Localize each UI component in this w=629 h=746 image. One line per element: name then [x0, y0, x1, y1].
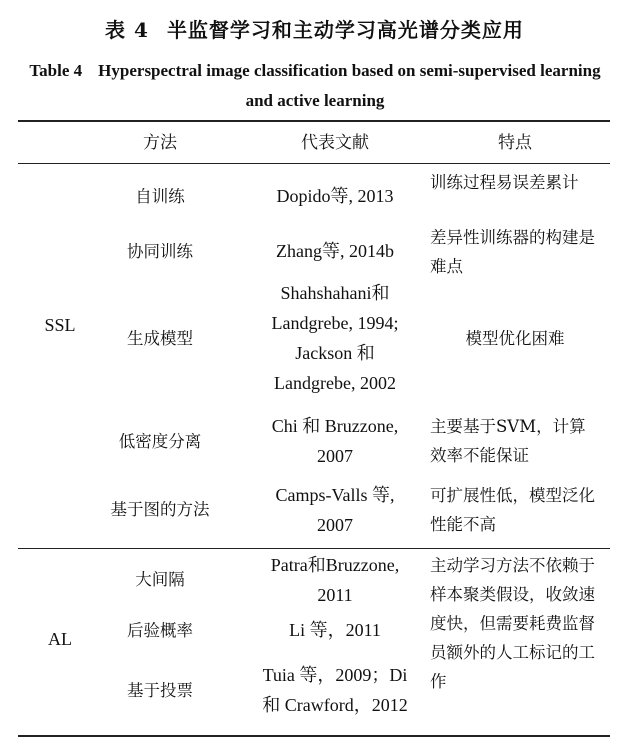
table-caption-en [20, 56, 610, 116]
table-top-rule [18, 120, 610, 122]
reference-line: Zhang等, 2014b [276, 241, 394, 261]
reference-line: Landgrebe, 1994; [271, 313, 399, 333]
reference-line: 和 Crawford，2012 [262, 695, 408, 715]
table-bottom-rule [18, 735, 610, 737]
reference-line: Jackson 和 [295, 343, 375, 363]
header-feature: 特点 [498, 133, 532, 153]
method-cell: 大间隔 [135, 570, 185, 589]
group-divider-rule [18, 548, 610, 549]
reference-line: Patra和Bruzzone, [270, 555, 400, 575]
feature-cell: 训练过程易误差累计 [430, 173, 579, 192]
method-cell: 后验概率 [127, 621, 193, 640]
reference-line: Landgrebe, 2002 [274, 373, 396, 393]
reference-line: 2007 [317, 515, 353, 535]
header-rule [18, 163, 610, 164]
method-cell: 自训练 [135, 187, 185, 206]
reference-line: Li 等，2011 [289, 620, 381, 640]
feature-cell: 主要基于SVM，计算效率不能保证 [430, 417, 586, 465]
feature-cell-al: 主动学习方法不依赖于样本聚类假设，收敛速度快，但需要耗费监督员额外的人工标记的工作 [430, 556, 595, 691]
table-number-en: Table 4 [29, 61, 83, 80]
feature-cell: 差异性训练器的构建是难点 [430, 228, 595, 276]
feature-cell: 模型优化困难 [465, 329, 565, 348]
reference-line: Shahshahani和 [280, 283, 390, 303]
method-cell: 生成模型 [127, 329, 193, 348]
table-number-zh: 表 4 [105, 18, 149, 42]
table-title-zh: 半监督学习和主动学习高光谱分类应用 [166, 18, 524, 42]
table-caption-zh [0, 14, 629, 43]
reference-line: Tuia 等，2009；Di [262, 665, 408, 685]
table-title-en: Hyperspectral image classification based on semi-supervised learning and active learning [98, 61, 601, 110]
method-cell: 基于投票 [127, 681, 193, 700]
method-cell: 低密度分离 [118, 432, 202, 451]
reference-line: 2007 [317, 446, 353, 466]
group-label-ssl: SSL [44, 315, 76, 335]
method-cell: 基于图的方法 [110, 500, 210, 519]
reference-line: Chi 和 Bruzzone, [271, 416, 399, 436]
reference-line: Camps-Valls 等, [275, 485, 395, 505]
header-reference: 代表文献 [301, 133, 369, 153]
reference-line: 2011 [317, 585, 353, 605]
header-method: 方法 [143, 133, 177, 153]
group-label-al: AL [48, 629, 72, 649]
reference-line: Dopido等, 2013 [276, 186, 394, 206]
feature-cell: 可扩展性低，模型泛化性能不高 [430, 486, 595, 534]
method-cell: 协同训练 [127, 242, 193, 261]
